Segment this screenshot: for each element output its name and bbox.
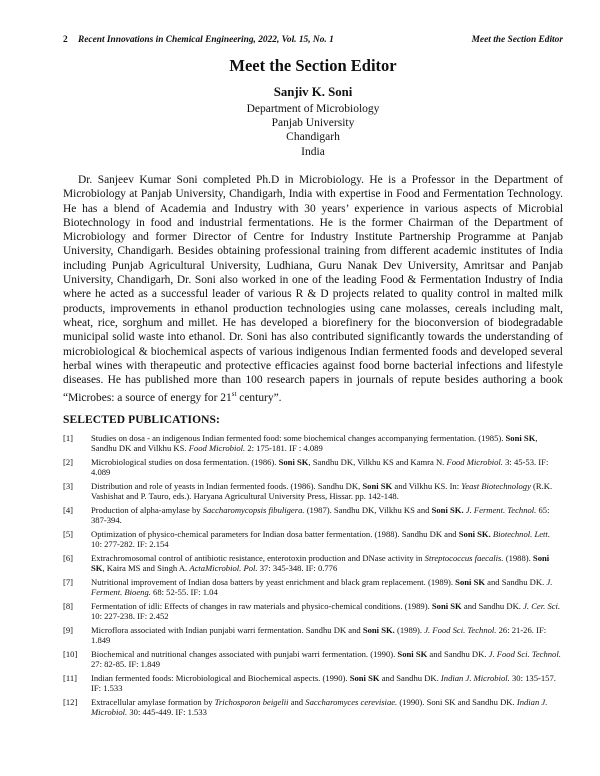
bio-text-end: century”. <box>236 392 282 405</box>
publication-number: [4] <box>63 504 74 515</box>
editor-biography <box>63 173 563 406</box>
page-title: Meet the Section Editor <box>229 56 397 75</box>
publication-item <box>63 529 563 550</box>
publication-number: [11] <box>63 672 77 683</box>
publication-number: [8] <box>63 600 74 611</box>
publication-number: [6] <box>63 552 74 563</box>
publication-citation: Microbiological studies on dosa fermentation. (1986). Soni SK, Sandhu DK, Vilkhu KS and Kamra N. Food Microbiol. 3: 45-53. IF: 4.089 <box>91 456 549 478</box>
bio-text: Dr. Sanjeev Kumar Soni completed Ph.D in Microbiology. He is a Professor in the Department of Microbiology at Panjab University, Chandigarh, India with expertise in Food and Fermentation Technology. He has a blend of Academia and Industry with 30 years’ experience in various aspects of Microbial Biotechnology in food and industrial fermentations. He is the former Chairman of the Department of Microbiology and former Director of Centre for Industry Institute Partnership Programme at Panjab University, Chandigarh. Besides obtaining professional training from different academic institutes of India including Punjab Agricultural University, Ludhiana, Guru Nanak Dev University, Amritsar and Panjab University, Chandigarh, Dr. Soni also worked in one of the leading Food & Fermentation Industry of India where he acted as a successful leader of various R & D projects related to quality control in malted milk products, improvements in ethanol production technologies using cane molasses, cereals including malt, wheat, rice, sorghum and millet. He has developed a biorefinery for the bioconversion of biodegradable municipal solid waste into ethanol. Dr. Soni has also contributed significantly towards the understanding of microbiological & biochemical aspects of various indigenous Indian fermented foods and developed several herbal wines with therapeutic and protective efficacies against food borne bacterial infections and lifestyle diseases. He has published more than 100 research papers in journals of repute besides authoring a book “Microbes: a source of energy for 21 <box>63 174 563 405</box>
publication-citation: Extrachromosomal control of antibiotic resistance, enterotoxin production and DNase activity in Streptococcus faecalis. (1988). Soni SK, Kaira MS and Singh A. ActaMicrobiol. Pol. 37: 345-348. IF: 0.776 <box>91 552 550 574</box>
publication-item <box>63 577 563 598</box>
publication-item <box>63 505 563 526</box>
publication-number: [7] <box>63 576 74 587</box>
publication-number: [5] <box>63 528 74 539</box>
editor-name: Sanjiv K. Soni <box>273 85 353 99</box>
publication-item <box>63 649 563 670</box>
publications-list <box>63 433 563 721</box>
publication-item <box>63 433 563 454</box>
city: Chandigarh <box>286 131 340 144</box>
page-number: 2 <box>63 35 68 45</box>
department: Department of Microbiology <box>246 103 380 115</box>
publication-number: [1] <box>63 433 74 443</box>
section-name: Meet the Section Editor <box>471 35 563 45</box>
publication-citation: Optimization of physico-chemical parameters for Indian dosa batter fermentation. (1988). Sandhu DK and Soni SK. Biotechnol. Lett. 10: 277-282. IF: 2.154 <box>91 528 550 550</box>
university: Panjab University <box>271 117 355 130</box>
publication-citation: Production of alpha-amylase by Saccharomycopsis fibuligera. (1987). Sandhu DK, Vilkhu KS and Soni SK. J. Ferment. Technol. 65: 387-394. <box>91 504 550 526</box>
publication-number: [10] <box>63 648 78 659</box>
publication-item <box>63 553 563 574</box>
publication-citation: Studies on dosa - an indigenous Indian fermented food: some biochemical changes accompanying fermentation. (1985). Soni SK, Sandhu DK and Vilkhu KS. Food Microbiol. 2: 175-181. IF : 4.089 <box>91 433 538 454</box>
publication-item <box>63 481 563 502</box>
journal-citation: Recent Innovations in Chemical Engineering, 2022, Vol. 15, No. 1 <box>78 35 334 45</box>
publication-number: [12] <box>63 696 78 707</box>
publications-heading: SELECTED PUBLICATIONS: <box>63 414 220 426</box>
publication-citation: Nutritional improvement of Indian dosa batters by yeast enrichment and black gram replacement. (1989). Soni SK and Sandhu DK. J. Ferment. Bioeng. 68: 52-55. IF: 1.04 <box>91 576 553 598</box>
publication-item <box>63 697 563 718</box>
publication-citation: Microflora associated with Indian punjabi warri fermentation. Sandhu DK and Soni SK. (1989). J. Food Sci. Technol. 26: 21-26. IF: 1.849 <box>91 624 547 646</box>
publication-number: [3] <box>63 480 74 491</box>
editor-affiliation <box>63 102 563 159</box>
publication-citation: Biochemical and nutritional changes associated with punjabi warri fermentation. (1990). Soni SK and Sandhu DK. J. Food Sci. Technol. 27: 82-85. IF: 1.849 <box>91 648 561 670</box>
publication-item <box>63 601 563 622</box>
publication-number: [2] <box>63 456 74 467</box>
publication-citation: Distribution and role of yeasts in Indian fermented foods. (1986). Sandhu DK, Soni SK and Vilkhu KS. In: Yeast Biotechnology (R.K. Vashishat and P. Tauro, eds.). Haryana Agricultural University Press, Hissar. pp. 142-148. <box>91 480 553 502</box>
bio-superscript: st <box>231 390 237 399</box>
publication-citation: Extracellular amylase formation by Trichosporon beigelii and Saccharomyces cerevisiae. (1990). Soni SK and Sandhu DK. Indian J. Microbiol. 30: 445-449. IF: 1.533 <box>91 696 548 718</box>
publication-number: [9] <box>63 624 74 635</box>
running-header <box>63 35 563 49</box>
publication-citation: Fermentation of idli: Effects of changes in raw materials and physico-chemical conditions. (1989). Soni SK and Sandhu DK. J. Cer. Sci. 10: 227-238. IF: 2.452 <box>91 600 561 622</box>
publication-item <box>63 625 563 646</box>
country: India <box>301 145 325 158</box>
publication-item <box>63 673 563 694</box>
publication-citation: Indian fermented foods: Microbiological and Biochemical aspects. (1990). Soni SK and Sandhu DK. Indian J. Microbiol. 30: 135-157. IF: 1.533 <box>91 672 556 694</box>
publication-item <box>63 457 563 478</box>
